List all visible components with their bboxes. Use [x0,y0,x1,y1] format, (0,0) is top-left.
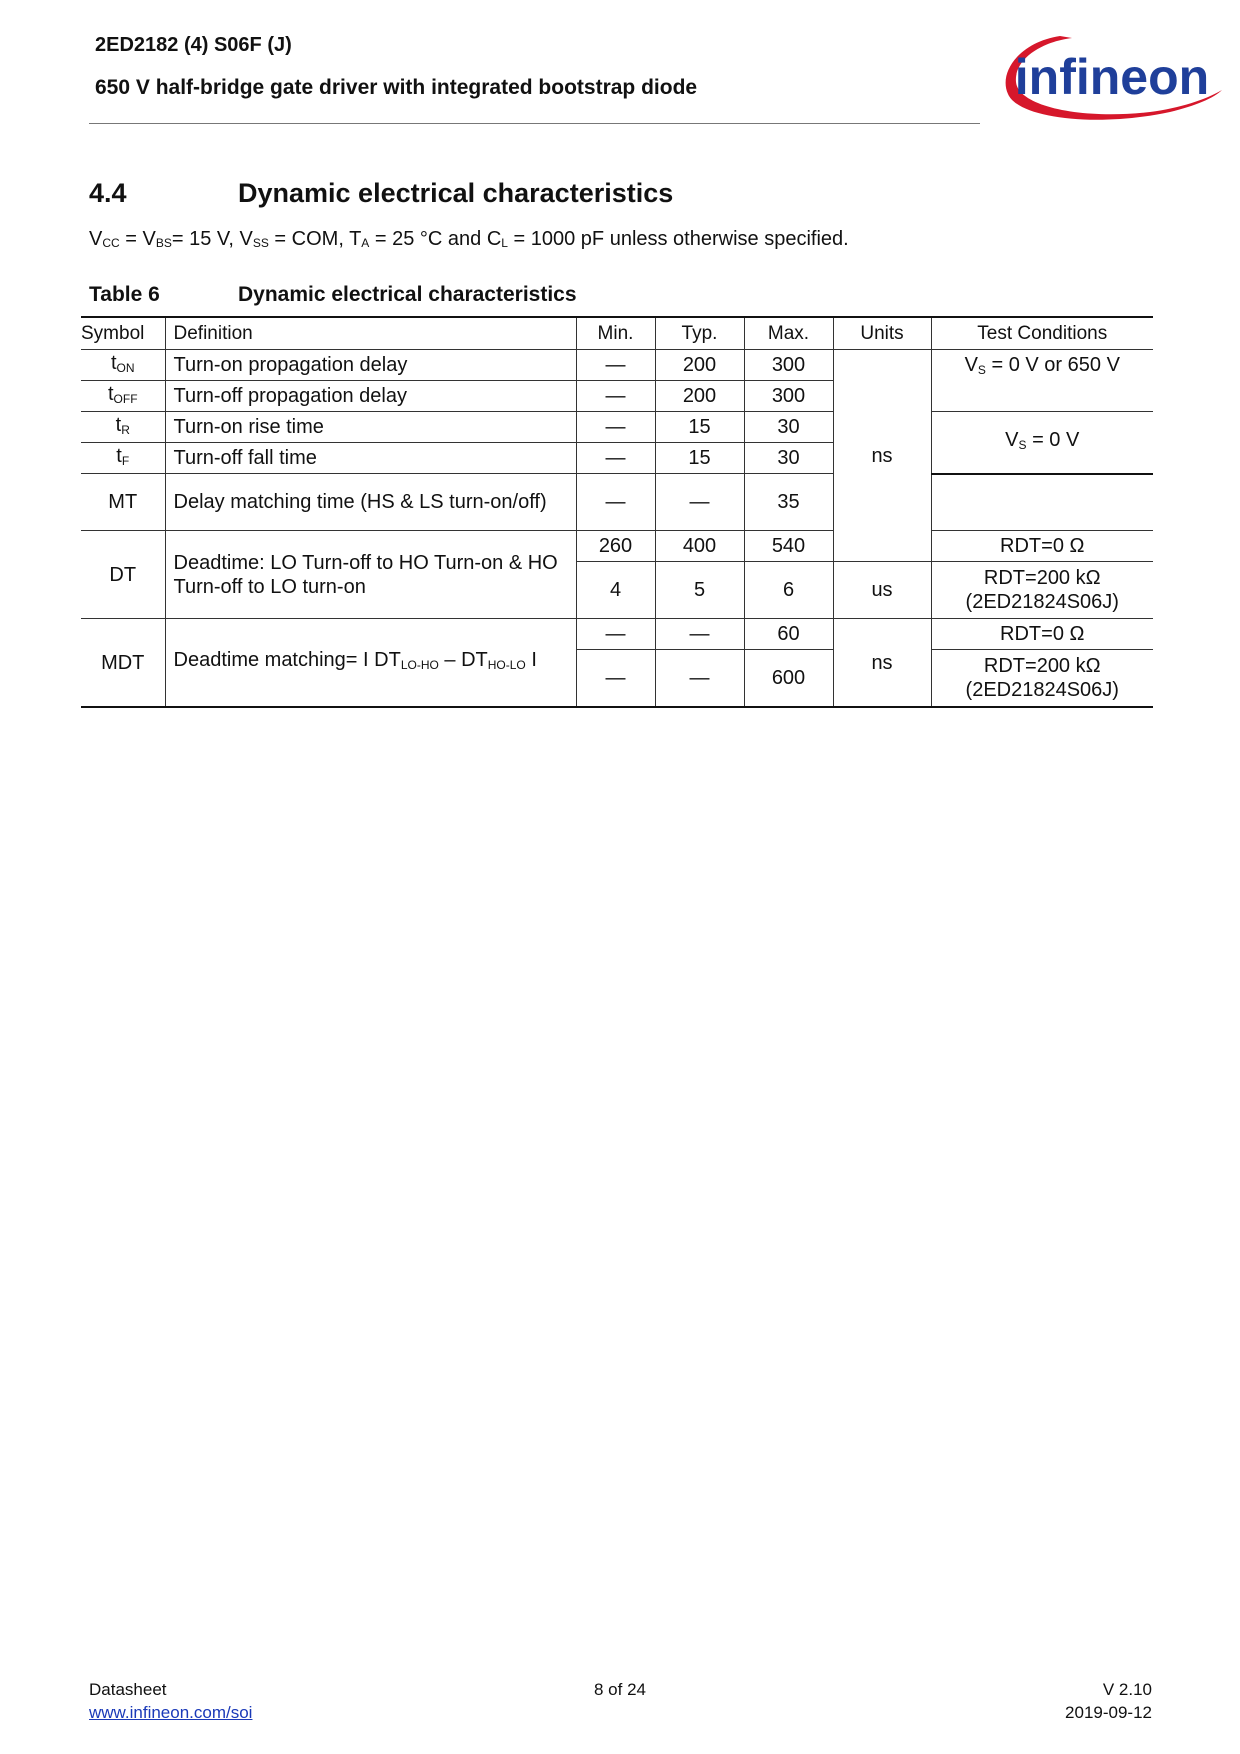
header-max: Max. [744,317,833,350]
max-cell: 60 [744,619,833,650]
header-units: Units [833,317,931,350]
condition-cell: RDT=0 Ω [931,619,1153,650]
header-divider [89,123,980,124]
table-header-row [81,317,1153,350]
infineon-logo [1000,24,1224,126]
typ-cell: — [655,474,744,531]
footer-doc-type: Datasheet [89,1680,167,1699]
min-cell: — [576,443,655,474]
dynamic-characteristics-table [81,316,1153,708]
typ-cell: 200 [655,381,744,412]
document-title: 2ED2182 (4) S06F (J) [95,34,292,56]
table-row [81,531,1153,562]
typ-cell: 400 [655,531,744,562]
units-cell-ns: ns [833,350,931,562]
min-cell: — [576,619,655,650]
condition-cell: $V_S = 0$ V [931,412,1153,474]
document-subtitle: 650 V half-bridge gate driver with integrated bootstrap diode [95,76,698,99]
footer-url-link[interactable]: www.infineon.com/soi [89,1703,253,1722]
symbol-cell: MT [81,474,165,531]
header-typ: Typ. [655,317,744,350]
symbol-cell: $t_F$ [81,443,165,474]
test-conditions-text: $V_{CC} = V_{BS}= 15$ V, $V_{SS}$ = COM, $T_A = 25$ °C and $C_L = 1000$ pF unless otherwise specified. [89,228,849,250]
header-definition: Definition [165,317,576,350]
footer-version: V 2.10 [1102,1680,1152,1699]
condition-cell: RDT=200 kΩ (2ED21824S06J) [931,650,1153,708]
table-title: Dynamic electrical characteristics [238,283,577,306]
max-cell: 300 [744,381,833,412]
max-cell: 30 [744,412,833,443]
definition-cell: Deadtime matching= I $DT_{LO-HO} - DT_{HO-LO}$ I [165,619,576,708]
symbol-cell: $t_{OFF}$ [81,381,165,412]
condition-cell: RDT=200 kΩ (2ED21824S06J) [931,562,1153,619]
symbol-cell: DT [81,531,165,619]
min-cell: — [576,412,655,443]
max-cell: 300 [744,350,833,381]
max-cell: 540 [744,531,833,562]
header-conditions: Test Conditions [931,317,1153,350]
table-label: Table 6 [89,283,160,306]
typ-cell: 5 [655,562,744,619]
table-row [81,474,1153,531]
footer-page-number: 8 of 24 [594,1680,646,1699]
definition-cell: Deadtime: LO Turn-off to HO Turn-on & HO Turn-off to LO turn-on [165,531,576,619]
min-cell: 260 [576,531,655,562]
typ-cell: 200 [655,350,744,381]
min-cell: — [576,474,655,531]
definition-cell: Delay matching time (HS & LS turn-on/off) [165,474,576,531]
section-title: Dynamic electrical characteristics [238,178,674,208]
max-cell: 30 [744,443,833,474]
min-cell: — [576,650,655,708]
definition-cell: Turn-off fall time [165,443,576,474]
definition-cell: Turn-on propagation delay [165,350,576,381]
header-symbol: Symbol [81,317,165,350]
section-number: 4.4 [89,178,127,208]
table-row [81,619,1153,650]
max-cell: 600 [744,650,833,708]
header-min: Min. [576,317,655,350]
logo-text: infineon [1014,49,1210,105]
table-row [81,412,1153,443]
min-cell: 4 [576,562,655,619]
typ-cell: — [655,650,744,708]
condition-cell: $V_S = 0$ V or 650 V [931,350,1153,412]
symbol-cell: $t_{ON}$ [81,350,165,381]
table-row [81,350,1153,381]
condition-cell: RDT=0 Ω [931,531,1153,562]
max-cell: 6 [744,562,833,619]
typ-cell: 15 [655,412,744,443]
units-cell: ns [833,619,931,708]
min-cell: — [576,350,655,381]
symbol-cell: MDT [81,619,165,708]
definition-cell: Turn-off propagation delay [165,381,576,412]
units-cell: us [833,562,931,619]
symbol-cell: $t_R$ [81,412,165,443]
typ-cell: — [655,619,744,650]
max-cell: 35 [744,474,833,531]
footer-date: 2019-09-12 [1065,1703,1152,1722]
condition-cell [931,474,1153,531]
definition-cell: Turn-on rise time [165,412,576,443]
min-cell: — [576,381,655,412]
typ-cell: 15 [655,443,744,474]
